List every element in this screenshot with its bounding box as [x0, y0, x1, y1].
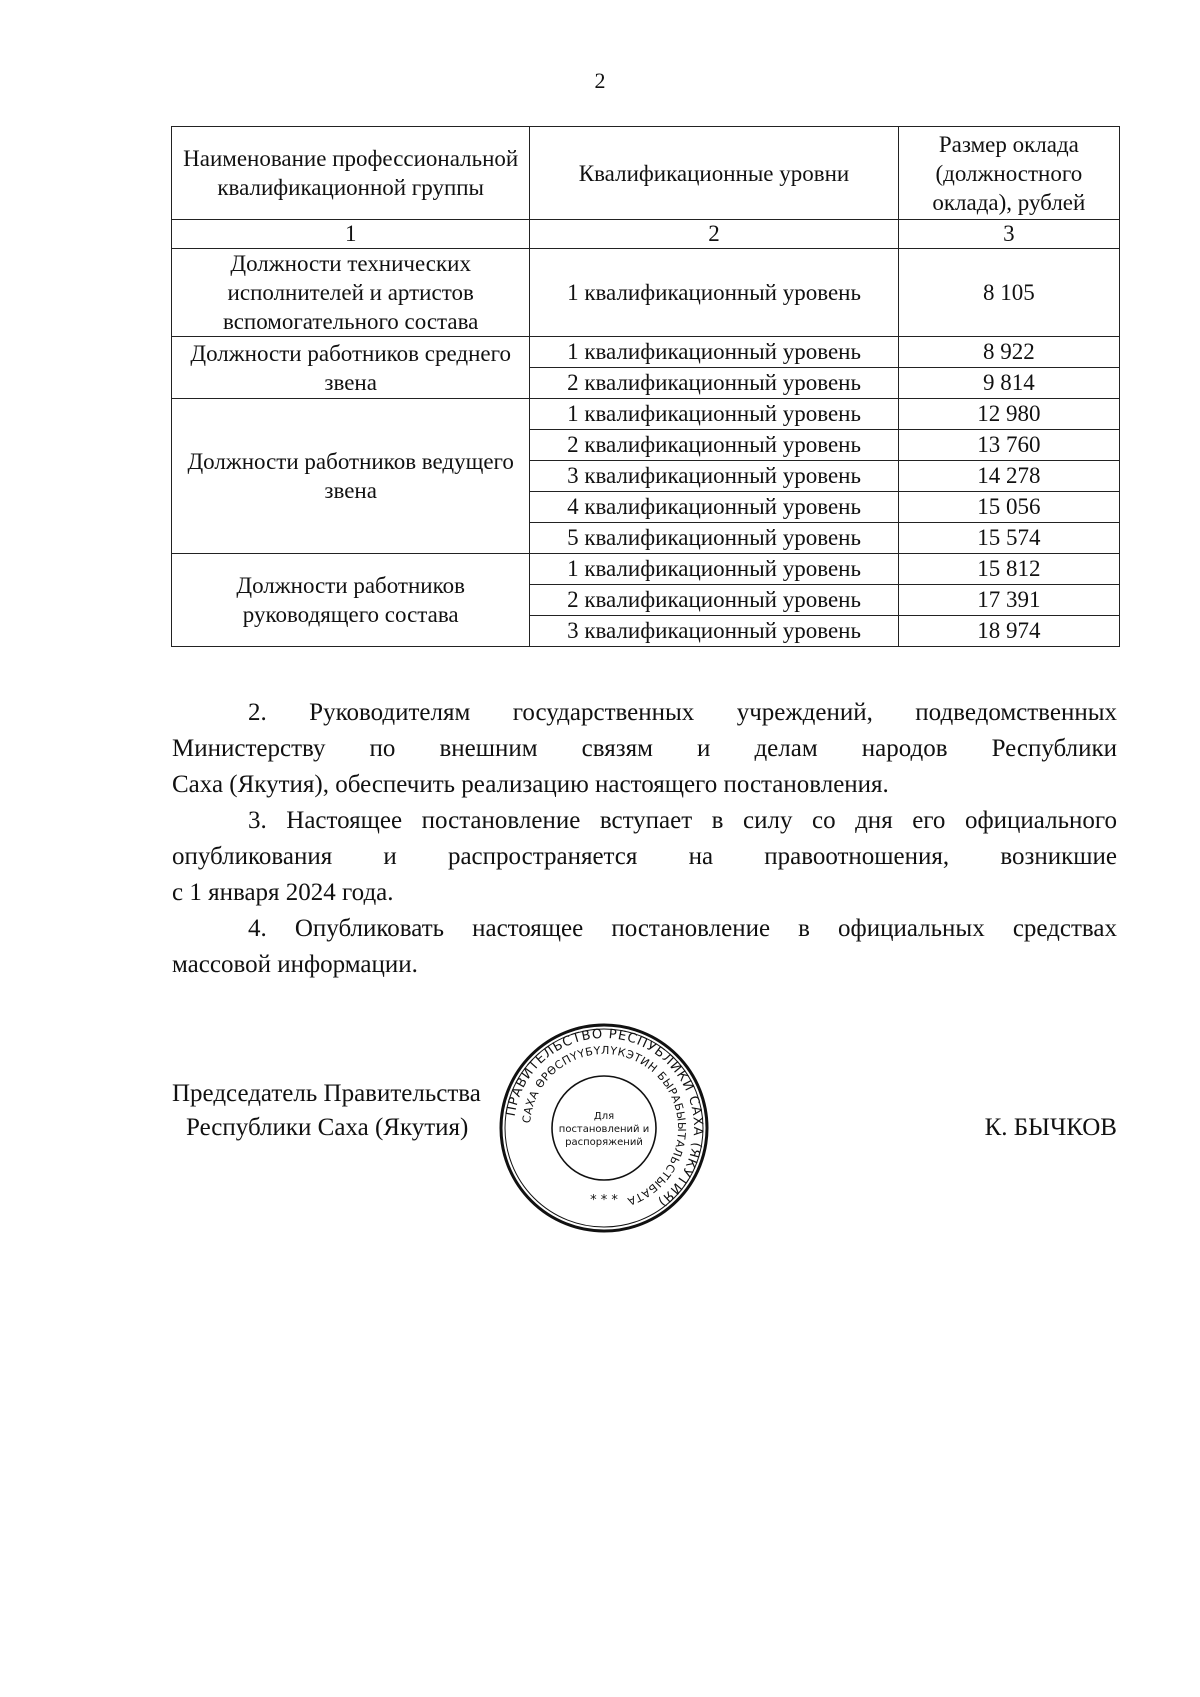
table-row — [172, 249, 1120, 337]
resolution-text — [172, 695, 1117, 983]
level-cell: 1 квалификационный уровень — [530, 249, 898, 337]
page-number: 2 — [594, 68, 606, 93]
seal-inner-text: САХА ӨРӨСПҮҮБҮЛҮКЭТИН БЫРАБЫЫТАЛЬСТЫБАТА — [520, 1043, 689, 1208]
seal-stars: * * * — [590, 1193, 618, 1208]
signatory-name: К. БЫЧКОВ — [984, 1114, 1117, 1141]
level-cell: 2 квалификационный уровень — [530, 368, 898, 399]
group-name: Должности технических исполнителей и артистов вспомогательного состава — [172, 249, 530, 337]
paragraph-2-end: Саха (Якутия), обеспечить реализацию настоящего постановления. — [172, 771, 889, 798]
seal-center-line3: распоряжений — [565, 1137, 643, 1148]
amount-cell: 15 812 — [898, 554, 1119, 585]
official-seal-stamp — [498, 1022, 710, 1234]
level-cell: 1 квалификационный уровень — [530, 399, 898, 430]
amount-cell: 15 056 — [898, 492, 1119, 523]
paragraph-3: 3. Настоящее постановление вступает в силу со дня его официального опубликования и распространяется на правоотношения, возникшие — [172, 807, 1117, 870]
seal-center-line2: постановлений и — [558, 1124, 650, 1135]
signatory-title-line1: Председатель Правительства — [172, 1080, 481, 1107]
table-header-row — [172, 127, 1120, 220]
signatory-title — [172, 1077, 481, 1145]
header-level: Квалификационные уровни — [530, 127, 898, 220]
paragraph-4: 4. Опубликовать настоящее постановление в официальных средствах — [248, 915, 1117, 942]
amount-cell: 13 760 — [898, 430, 1119, 461]
amount-cell: 18 974 — [898, 616, 1119, 647]
table-row — [172, 399, 1120, 430]
amount-cell: 8 922 — [898, 337, 1119, 368]
salary-table — [171, 126, 1120, 647]
signatory-title-line2: Республики Саха (Якутия) — [186, 1114, 469, 1141]
amount-cell: 14 278 — [898, 461, 1119, 492]
amount-cell: 15 574 — [898, 523, 1119, 554]
paragraph-2: 2. Руководителям государственных учреждений, подведомственных Министерству по внешним связям и делам народов Республики — [172, 699, 1117, 762]
level-cell: 2 квалификационный уровень — [530, 430, 898, 461]
level-cell: 1 квалификационный уровень — [530, 554, 898, 585]
level-cell: 4 квалификационный уровень — [530, 492, 898, 523]
group-name: Должности работников руководящего состава — [172, 554, 530, 647]
level-cell: 3 квалификационный уровень — [530, 461, 898, 492]
amount-cell: 8 105 — [898, 249, 1119, 337]
level-cell: 5 квалификационный уровень — [530, 523, 898, 554]
group-name: Должности работников среднего звена — [172, 337, 530, 399]
header-amount: Размер оклада (должностного оклада), рублей — [898, 127, 1119, 220]
paragraph-4-end: массовой информации. — [172, 951, 418, 978]
paragraph-3-end: с 1 января 2024 года. — [172, 879, 394, 906]
amount-cell: 17 391 — [898, 585, 1119, 616]
level-cell: 3 квалификационный уровень — [530, 616, 898, 647]
table-row — [172, 337, 1120, 368]
level-cell: 1 квалификационный уровень — [530, 337, 898, 368]
header-group: Наименование профессиональной квалификационной группы — [172, 127, 530, 220]
column-number-row — [172, 220, 1120, 249]
table-row — [172, 554, 1120, 585]
column-number: 1 — [172, 220, 530, 249]
seal-outer-text: ПРАВИТЕЛЬСТВО РЕСПУБЛИКИ САХА (ЯКУТИЯ) — [503, 1026, 706, 1210]
seal-center-line1: Для — [593, 1111, 615, 1122]
amount-cell: 12 980 — [898, 399, 1119, 430]
column-number: 3 — [898, 220, 1119, 249]
column-number: 2 — [530, 220, 898, 249]
group-name: Должности работников ведущего звена — [172, 399, 530, 554]
level-cell: 2 квалификационный уровень — [530, 585, 898, 616]
amount-cell: 9 814 — [898, 368, 1119, 399]
